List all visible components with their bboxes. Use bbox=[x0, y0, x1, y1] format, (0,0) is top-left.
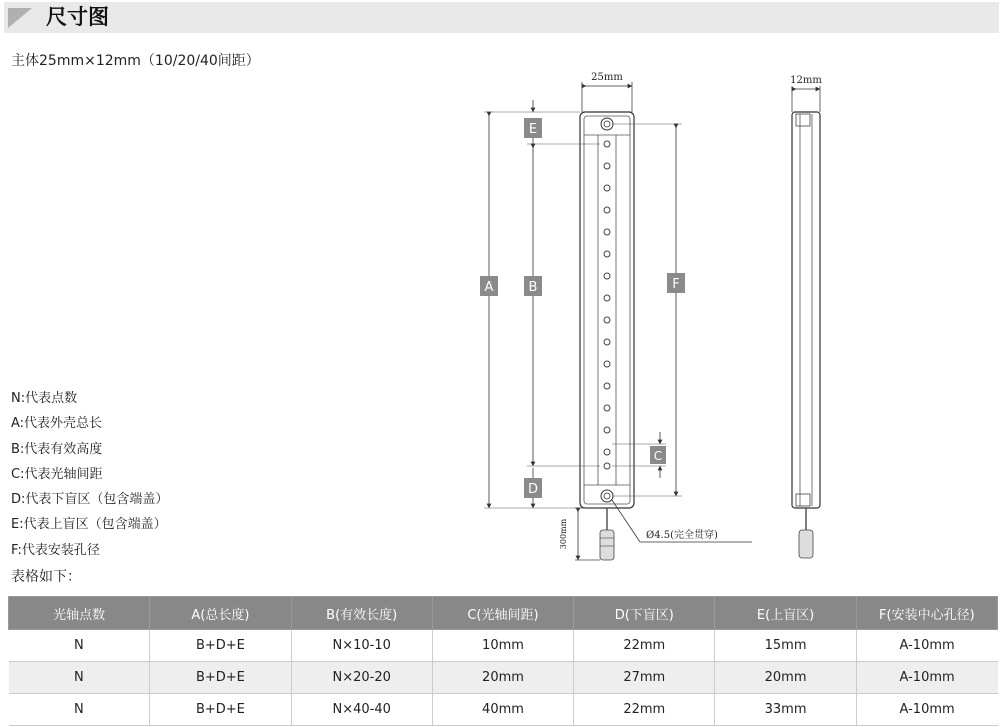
legend-item: C:代表光轴间距 bbox=[11, 466, 103, 482]
table-cell: 10mm bbox=[432, 630, 573, 662]
body-size-subtitle: 主体25mm×12mm（10/20/40间距） bbox=[11, 53, 260, 69]
hole-label: Ø4.5(完全贯穿) bbox=[646, 530, 718, 541]
label-b: B bbox=[528, 280, 538, 295]
col-header: B(有效长度) bbox=[291, 597, 432, 630]
legend-item: D:代表下盲区（包含端盖） bbox=[11, 492, 169, 508]
dimension-c bbox=[612, 432, 666, 478]
table-row bbox=[9, 662, 998, 694]
label-e: E bbox=[528, 122, 538, 137]
sensor-cable bbox=[559, 508, 614, 560]
table-cell: N×20-20 bbox=[291, 662, 432, 694]
col-header: D(下盲区) bbox=[574, 597, 715, 630]
spec-table bbox=[8, 596, 998, 726]
table-cell: A-10mm bbox=[856, 662, 997, 694]
section-title: 尺寸图 bbox=[46, 5, 109, 29]
table-cell: N×40-40 bbox=[291, 694, 432, 726]
table-cell: A-10mm bbox=[856, 630, 997, 662]
table-cell: 15mm bbox=[715, 630, 856, 662]
label-a: A bbox=[484, 280, 494, 295]
col-header: E(上盲区) bbox=[715, 597, 856, 630]
table-cell: N bbox=[9, 694, 150, 726]
table-cell: 27mm bbox=[574, 662, 715, 694]
col-header: A(总长度) bbox=[150, 597, 291, 630]
table-cell: B+D+E bbox=[150, 694, 291, 726]
legend-item: N:代表点数 bbox=[11, 391, 78, 406]
col-header: C(光轴间距) bbox=[432, 597, 573, 630]
table-note: 表格如下： bbox=[11, 569, 81, 585]
width-dimension bbox=[582, 72, 632, 112]
header-slash-decoration bbox=[8, 8, 32, 28]
dimension-f bbox=[612, 124, 685, 496]
table-header-row bbox=[9, 597, 998, 630]
table-cell: 40mm bbox=[432, 694, 573, 726]
table-cell: B+D+E bbox=[150, 662, 291, 694]
table-row bbox=[9, 630, 998, 662]
legend-list bbox=[11, 386, 168, 563]
table-row bbox=[9, 694, 998, 726]
table-cell: 20mm bbox=[432, 662, 573, 694]
table-cell: 22mm bbox=[574, 694, 715, 726]
label-d: D bbox=[527, 482, 539, 497]
legend-item: F:代表安装孔径 bbox=[11, 542, 100, 558]
legend-item: E:代表上盲区（包含端盖） bbox=[11, 517, 167, 533]
dimension-d bbox=[524, 468, 542, 506]
label-c: C bbox=[653, 449, 663, 463]
table-cell: 20mm bbox=[715, 662, 856, 694]
dimension-drawing bbox=[470, 62, 822, 582]
section-header bbox=[4, 2, 999, 33]
table-cell: 22mm bbox=[574, 630, 715, 662]
legend-item: A:代表外壳总长 bbox=[11, 416, 103, 432]
sensor-front-view bbox=[580, 112, 634, 508]
col-header: 光轴点数 bbox=[9, 597, 150, 630]
table-cell: N×10-10 bbox=[291, 630, 432, 662]
sensor-side-view bbox=[790, 75, 822, 558]
dimension-e bbox=[524, 100, 600, 146]
dimension-a bbox=[480, 112, 580, 508]
depth-label: 12mm bbox=[790, 75, 822, 86]
table-cell: 33mm bbox=[715, 694, 856, 726]
cable-length-label: 300mm bbox=[559, 518, 568, 550]
legend-item: B:代表有效高度 bbox=[11, 441, 103, 457]
table-cell: N bbox=[9, 662, 150, 694]
table-cell: B+D+E bbox=[150, 630, 291, 662]
label-f: F bbox=[672, 277, 680, 292]
dimension-b bbox=[524, 146, 600, 466]
table-cell: N bbox=[9, 630, 150, 662]
col-header: F(安装中心孔径) bbox=[856, 597, 997, 630]
width-label: 25mm bbox=[591, 72, 623, 83]
table-cell: A-10mm bbox=[856, 694, 997, 726]
